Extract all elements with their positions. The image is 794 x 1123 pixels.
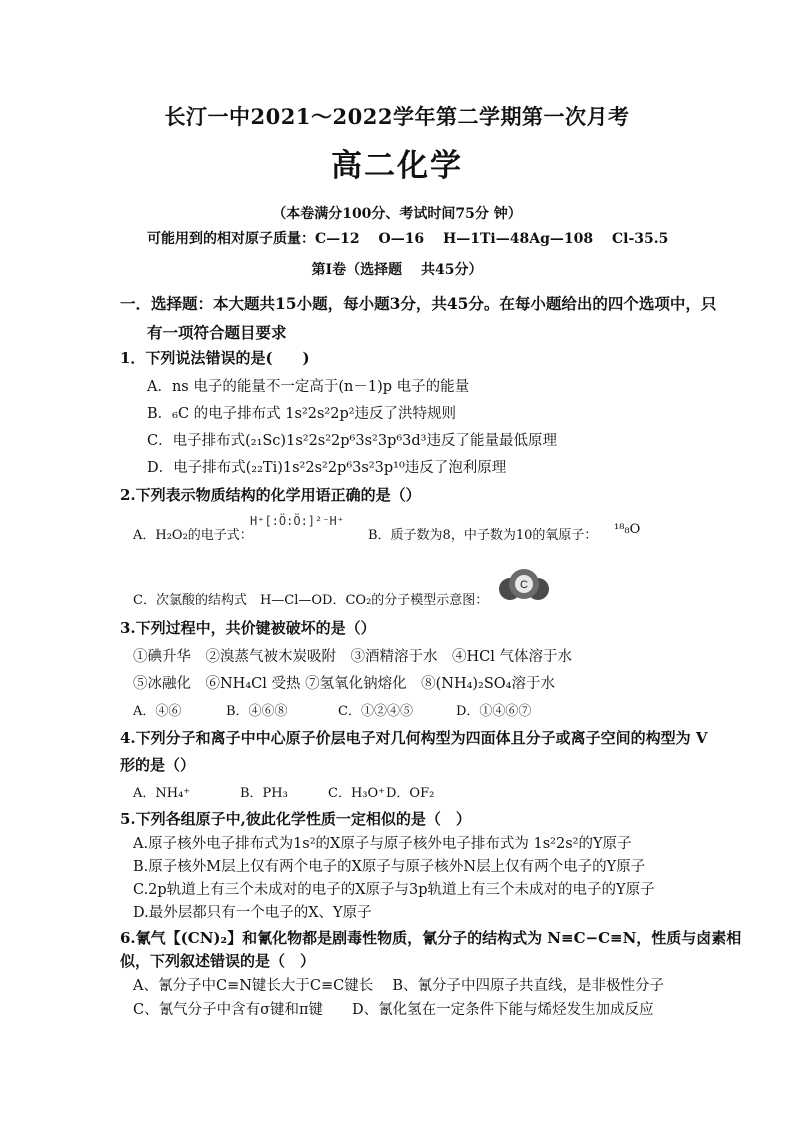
q3-stem: 3.下列过程中，共价键被破坏的是（） (120, 619, 376, 637)
section-instructions-line1: 一．选择题：本大题共15小题，每小题3分，共45分。在每小题给出的四个选项中，只 (120, 294, 717, 313)
atomic-masses: 可能用到的相对原子质量：C—12 O—16 H—1Ti—48Ag—108 Cl-35.5 (147, 231, 669, 247)
q4-stem-line1: 4.下列分子和离子中中心原子价层电子对几何构型为四面体且分子或离子空间的构型为 V (120, 729, 708, 747)
co2-model-label: C (520, 579, 528, 591)
q5-stem: 5.下列各组原子中,彼此化学性质一定相似的是（ ） (120, 810, 471, 828)
q6-stem-line1: 6.氰气【(CN)₂】和氰化物都是剧毒性物质，氰分子的结构式为 N≡C−C≡N，性质与卤素相 (120, 929, 742, 947)
q4-option-c: C．H₃O⁺ (328, 786, 386, 801)
q5-option-b: B.原子核外M层上仅有两个电子的X原子与原子核外N层上仅有两个电子的Y原子 (133, 859, 646, 875)
q2-option-a: A．H₂O₂的电子式： (133, 528, 253, 543)
q4-option-d: D．OF₂ (386, 786, 435, 801)
q3-items-line1: ①碘升华 ②溴蒸气被木炭吸附 ③酒精溶于水 ④HCl 气体溶于水 (133, 649, 572, 665)
q6-options-a-b: A、氰分子中C≡N键长大于C≡C键长 B、氰分子中四原子共直线，是非极性分子 (133, 978, 665, 994)
q5-option-c: C.2p轨道上有三个未成对的电子的X原子与3p轨道上有三个未成对的电子的Y原子 (133, 882, 655, 898)
q4-stem-line2: 形的是（） (120, 756, 196, 774)
q4-option-a: A．NH₄⁺ (133, 786, 191, 801)
q6-stem-line2: 似，下列叙述错误的是（ ） (120, 952, 316, 970)
co2-molecule-model-icon (494, 567, 554, 607)
q6-options-c-d: C、氰气分子中含有σ键和π键 D、氰化氢在一定条件下能与烯烃发生加成反应 (133, 1002, 654, 1018)
q2-option-c-d: C．次氯酸的结构式 H—Cl—OD．CO₂的分子模型示意图： (133, 593, 489, 608)
exam-title: 长汀一中2021～2022学年第二学期第一次月考 (164, 104, 630, 129)
part-title: 第Ⅰ卷（选择题 共45分） (311, 262, 483, 278)
q2-stem: 2.下列表示物质结构的化学用语正确的是（） (120, 486, 421, 504)
q3-option-c: C．①②④⑤ (338, 704, 413, 719)
oxygen-isotope-symbol: ¹⁸₈O (614, 522, 641, 537)
h2o2-electron-formula: H⁺[:Ö:Ö:]²⁻H⁺ (250, 514, 344, 528)
exam-subject: 高二化学 (331, 148, 463, 184)
q1-option-c: C．电子排布式(₂₁Sc)1s²2s²2p⁶3s²3p⁶3d³违反了能量最低原理 (147, 433, 557, 449)
q1-option-d: D．电子排布式(₂₂Ti)1s²2s²2p⁶3s²3p¹⁰违反了泡利原理 (147, 460, 507, 476)
q4-option-b: B．PH₃ (240, 786, 288, 801)
q5-option-d: D.最外层都只有一个电子的X、Y原子 (133, 905, 372, 921)
q3-items-line2: ⑤冰融化 ⑥NH₄Cl 受热 ⑦氢氧化钠熔化 ⑧(NH₄)₂SO₄溶于水 (133, 676, 555, 692)
q3-option-b: B．④⑥⑧ (226, 704, 288, 719)
q5-option-a: A.原子核外电子排布式为1s²的X原子与原子核外电子排布式为 1s²2s²的Y原子 (133, 836, 632, 852)
section-instructions-line2: 有一项符合题目要求 (147, 323, 287, 342)
q1-stem: 1．下列说法错误的是( ) (120, 349, 310, 367)
exam-info: （本卷满分100分、考试时间75分 钟） (272, 206, 522, 222)
q3-option-a: A．④⑥ (133, 704, 182, 719)
q1-option-b: B．₆C 的电子排布式 1s²2s²2p²违反了洪特规则 (147, 406, 457, 422)
q2-option-b: B．质子数为8，中子数为10的氧原子： (368, 528, 598, 543)
q3-option-d: D．①④⑥⑦ (456, 704, 532, 719)
q1-option-a: A．ns 电子的能量不一定高于(n－1)p 电子的能量 (147, 379, 470, 395)
